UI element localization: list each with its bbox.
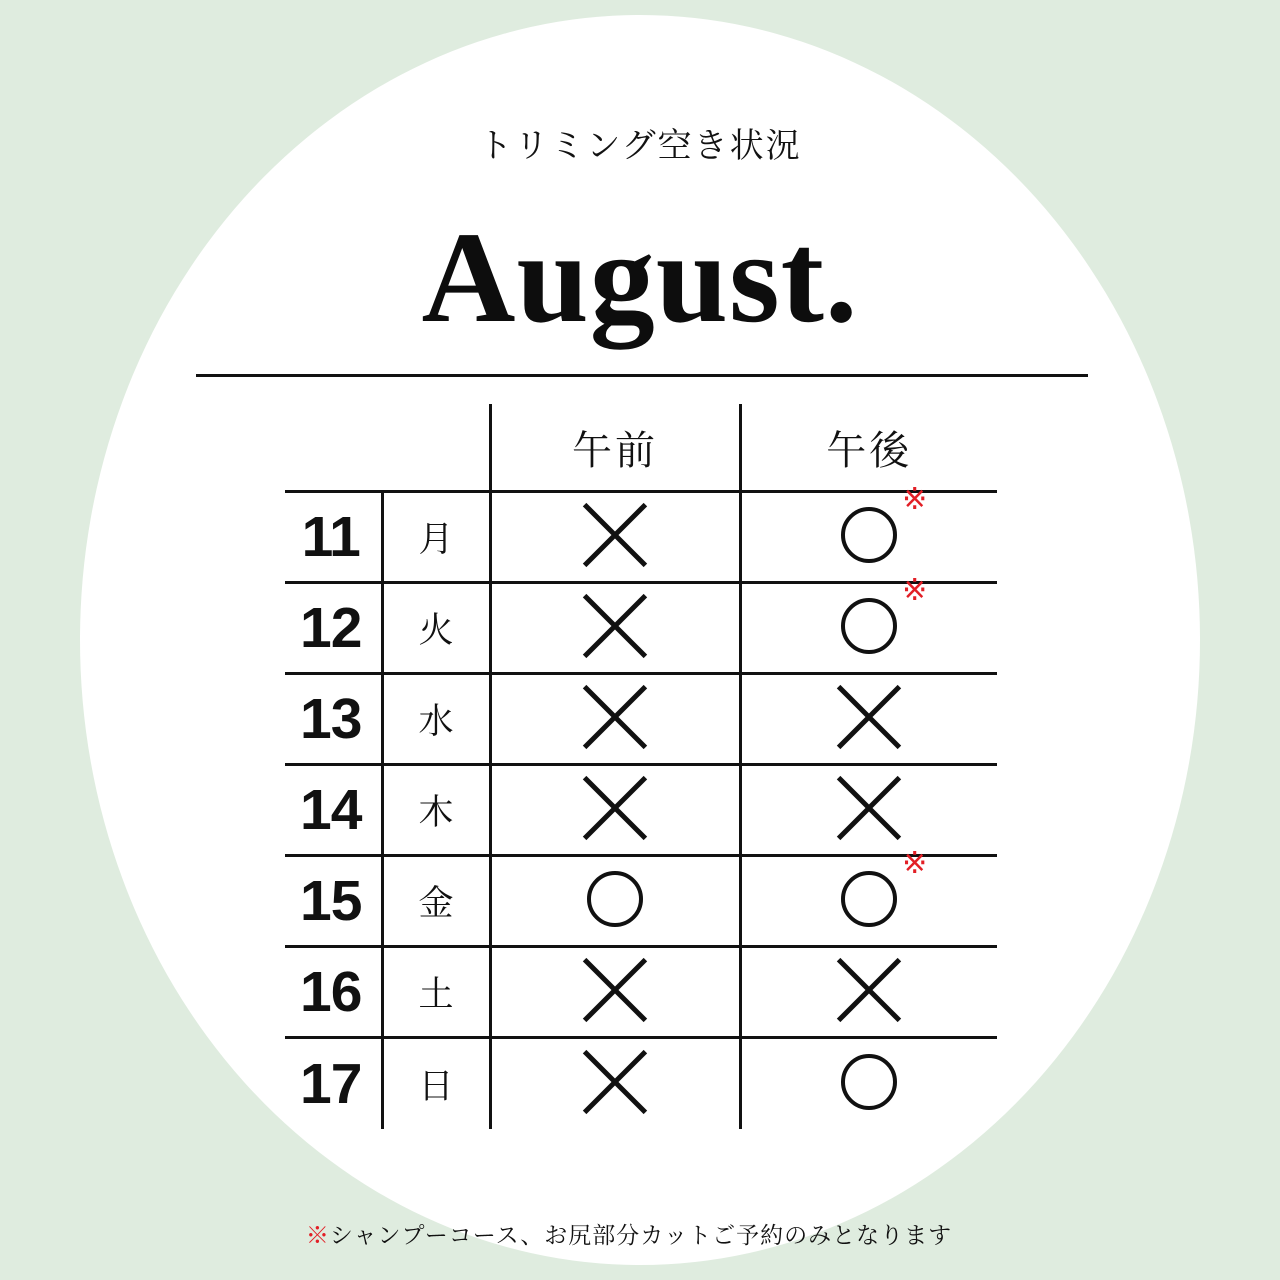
cell-day: 13 (285, 674, 382, 765)
cell-afternoon (740, 674, 997, 765)
cross-icon (838, 686, 900, 748)
footnote-text: シャンプーコース、お尻部分カットご予約のみとなります (329, 1223, 953, 1249)
table-row (285, 856, 997, 947)
cross-icon (584, 595, 646, 657)
circle-icon (841, 1054, 897, 1110)
cell-afternoon (740, 1038, 997, 1129)
cell-morning (490, 856, 740, 947)
header-day (285, 404, 382, 492)
cell-dow: 木 (382, 765, 490, 856)
cell-dow: 日 (382, 1038, 490, 1129)
cell-day: 12 (285, 583, 382, 674)
cell-day: 15 (285, 856, 382, 947)
cell-afternoon (740, 482, 997, 583)
asterisk-icon: ※ (902, 482, 928, 517)
cell-afternoon (740, 947, 997, 1038)
cell-day: 11 (285, 492, 382, 583)
cross-icon (584, 1051, 646, 1113)
cross-icon (838, 777, 900, 839)
circle-icon (841, 846, 928, 927)
asterisk-icon: ※ (902, 573, 928, 608)
cell-morning (490, 1038, 740, 1129)
asterisk-icon: ※ (902, 846, 928, 881)
cell-dow: 水 (382, 674, 490, 765)
table-row (285, 583, 997, 674)
header-afternoon: 午後 (740, 404, 997, 492)
cell-dow: 火 (382, 583, 490, 674)
cell-dow: 月 (382, 492, 490, 583)
cell-dow: 金 (382, 856, 490, 947)
table-row (285, 674, 997, 765)
cell-dow: 土 (382, 947, 490, 1038)
header-dow (382, 404, 490, 492)
cell-day: 16 (285, 947, 382, 1038)
cross-icon (838, 959, 900, 1021)
cross-icon (584, 777, 646, 839)
title-divider (196, 374, 1088, 377)
footnote (0, 1217, 1280, 1250)
table-row (285, 947, 997, 1038)
availability-table (285, 404, 997, 1129)
table-row (285, 765, 997, 856)
header-morning: 午前 (490, 404, 740, 492)
page-title: August. (421, 206, 859, 350)
cross-icon (584, 686, 646, 748)
cell-afternoon (740, 573, 997, 674)
subtitle: トリミング空き状況 (478, 126, 802, 166)
cell-morning (490, 583, 740, 674)
table-row (285, 492, 997, 583)
cell-morning (490, 492, 740, 583)
footnote-asterisk-icon: ※ (305, 1223, 330, 1249)
cross-icon (584, 959, 646, 1021)
circle-icon (841, 482, 928, 563)
cross-icon (584, 504, 646, 566)
circle-icon (587, 871, 643, 927)
table-row (285, 1038, 997, 1129)
cell-morning (490, 765, 740, 856)
circle-icon (841, 573, 928, 654)
cell-morning (490, 947, 740, 1038)
cell-afternoon (740, 846, 997, 947)
cell-day: 17 (300, 1051, 362, 1116)
cell-day: 14 (285, 765, 382, 856)
table-header-row (285, 404, 997, 492)
cell-afternoon (740, 765, 997, 856)
cell-morning (490, 674, 740, 765)
